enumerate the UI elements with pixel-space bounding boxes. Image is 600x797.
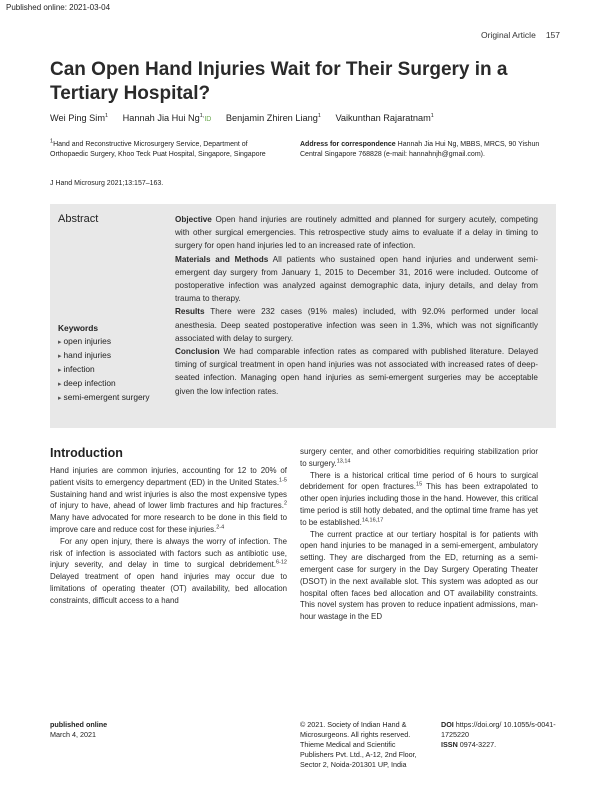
doi-link[interactable]: https://doi.org/ 10.1055/s-0041-1725220 [441, 720, 556, 739]
published-date: March 4, 2021 [50, 730, 96, 739]
doi-label: DOI [441, 720, 454, 729]
abstract-body [175, 213, 538, 398]
author-name[interactable]: Wei Ping Sim [50, 113, 105, 123]
orcid-icon[interactable]: ID [204, 116, 212, 123]
results-label: Results [175, 307, 205, 317]
author-affiliation-sup: 1, [199, 112, 205, 119]
abstract-methods [175, 253, 538, 306]
intro-text: Sustaining hand and wrist injuries is also the most expensive types of injury to have, ahead of lower limb fractures and hip fractures. [50, 489, 287, 511]
correspondence [300, 140, 540, 160]
keyword-item: ▸ infection [58, 363, 158, 377]
correspondence-label: Address for correspondence [300, 141, 396, 148]
author-affiliation-sup: 1 [430, 112, 434, 119]
citation-sup: 13,14 [336, 458, 351, 465]
keyword-item: ▸ semi-emergent surgery [58, 391, 158, 405]
intro-text: Delayed treatment of open hand injuries may occur due to limitations of operating theater (OT) availability, bed allocation constraints, difficult access to a hand [50, 572, 287, 605]
intro-text: For any open injury, there is always the worry of infection. The risk of infection is associated with factors such as antibiotic use, injury severity, and delay in time to surgical debridement. [50, 536, 287, 570]
keyword-item: ▸ deep infection [58, 377, 158, 391]
intro-paragraph [50, 465, 287, 536]
methods-text: All patients who sustained open hand injuries and underwent semi-emergent day surgery from January 1, 2015 to December 31, 2016 were included. Outcome of postoperative infection was analyzed against demographic data, injury details, and delay from trauma to therapy. [175, 254, 538, 304]
intro-text: Many have advocated for more research to be done in this field to improve care and reduce cost for these injuries. [50, 513, 287, 534]
methods-label: Materials and Methods [175, 254, 269, 264]
page-header [481, 30, 560, 40]
intro-text: The current practice at our tertiary hospital is for patients with open hand injuries to be managed in a semi-emergent, ambulatory setting. They are discharged from the ED, returning as a semi-emergent case for surgery in the Day Surgery Operating Theater (DSOT) in the next available slot. This system was adopted as our hospital often faces bed allocation and OT availability constraints. This novel system has proven to reduce inpatient admissions, man-hour wastage in the ED [300, 529, 538, 622]
issn-value: 0974-3227. [459, 740, 497, 749]
author-name[interactable]: Benjamin Zhiren Liang [225, 113, 318, 123]
abstract-conclusion [175, 345, 538, 398]
issn-label: ISSN [441, 740, 458, 749]
intro-left-column [50, 465, 287, 607]
citation-sup: 6-12 [275, 559, 287, 566]
footer-identifiers [441, 720, 561, 750]
correspondence-text: Hannah Jia Hui Ng, MBBS, MRCS, 90 Yishun Central Singapore 768828 (e-mail: hannahnjh@gmail.com). [300, 141, 540, 158]
keywords-list [58, 335, 158, 405]
journal-citation: J Hand Microsurg 2021;13:157–163. [50, 180, 164, 187]
author-list [50, 113, 570, 123]
citation-sup: 1-5 [279, 477, 287, 484]
intro-text: There is a historical critical time period of 6 hours to surgical debridement for open fractures. [300, 470, 538, 492]
intro-right-column [300, 446, 538, 623]
footer-published [50, 720, 107, 740]
article-title: Can Open Hand Injuries Wait for Their Surgery in a Tertiary Hospital? [50, 59, 508, 104]
intro-paragraph [300, 470, 538, 529]
citation-sup: 14,16,17 [361, 517, 384, 524]
intro-paragraph [300, 446, 538, 470]
intro-paragraph [300, 529, 538, 623]
citation-sup: 15 [416, 481, 423, 488]
published-online-banner: Published online: 2021-03-04 [6, 3, 111, 12]
footer-copyright: © 2021. Society of Indian Hand & Microsurgeons. All rights reserved. Thieme Medical and Scientific Publishers Pvt. Ltd., A-12, 2nd Floor, Sector 2, Noida-201301 UP, India [300, 720, 417, 769]
affiliation-text: Hand and Reconstructive Microsurgery Service, Department of Orthopaedic Surgery, Khoo Teck Puat Hospital, Singapore, Singapore [50, 141, 266, 158]
abstract-objective [175, 213, 538, 253]
intro-paragraph [50, 536, 287, 607]
citation-sup: 2 [283, 500, 287, 507]
abstract-results [175, 305, 538, 345]
intro-text: Hand injuries are common injuries, accounting for 12 to 20% of patient visits to emergency department (ED) in the United States. [50, 466, 287, 487]
conclusion-label: Conclusion [175, 347, 220, 357]
keyword-item: ▸ hand injuries [58, 349, 158, 363]
author-affiliation-sup: 1 [317, 112, 321, 119]
keyword-item: ▸ open injuries [58, 335, 158, 349]
introduction-heading: Introduction [50, 446, 123, 460]
objective-label: Objective [175, 215, 212, 224]
page-number: 157 [545, 30, 560, 40]
conclusion-text: We had comparable infection rates as compared with published literature. Delayed timing of surgical treatment in open hand injuries was not associated with increased rates of deep-seated infection. Managing open hand injuries as semi-emergent surgeries may be acceptable given the low infection rates. [175, 347, 539, 396]
author-affiliation-sup: 1 [104, 112, 109, 119]
section-label: Original Article [481, 30, 536, 40]
author-name[interactable]: Vaikunthan Rajaratnam [335, 113, 431, 123]
published-label: published online [50, 720, 108, 729]
author-name[interactable]: Hannah Jia Hui Ng [122, 113, 200, 123]
affiliation [50, 140, 280, 160]
keywords-heading: Keywords [58, 323, 99, 333]
objective-text: Open hand injuries are routinely admitted and planned for surgery acutely, competing with other surgical emergencies. This retrospective study aims to evaluate if a delay in timing to surgery for open hand injuries led to an increased rate of infection. [175, 215, 538, 251]
intro-text: This has been extrapolated to other open injuries including those in the hand. However, this critical time period is still hotly debated, and the optimal time frame has yet to be established. [300, 482, 539, 527]
affiliation-sup: 1 [50, 138, 54, 145]
abstract-heading: Abstract [58, 213, 99, 225]
results-text: There were 232 cases (91% males) included, with 92.0% performed under local anesthesia. Deep seated postoperative infection was seen in 1.3%, which was not significantly associated with delay to surgery. [175, 307, 538, 343]
citation-sup: 2-4 [216, 524, 225, 531]
intro-text: surgery center, and other comorbidities requiring stabilization prior to surgery. [300, 447, 538, 468]
